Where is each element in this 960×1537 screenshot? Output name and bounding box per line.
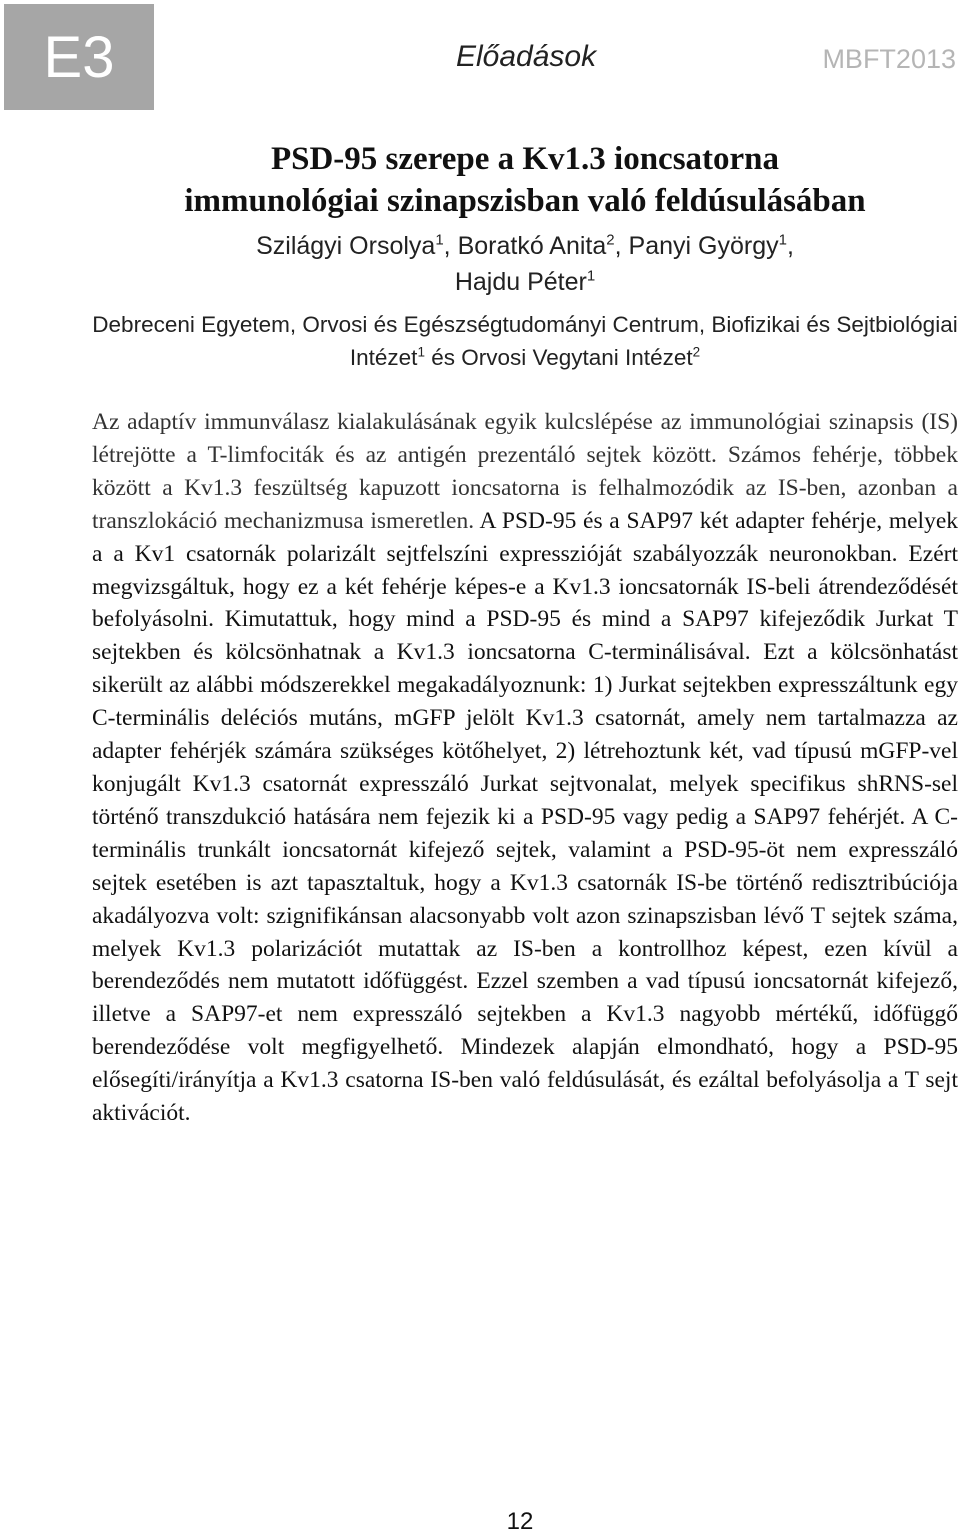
- abstract-body: A PSD-95 és a SAP97 két adapter fehérje, melyek a a Kv1 csatornák polarizált sejtfelszíni expresszióját szabályozzák neuronokban. Ezért megvizsgáltuk, hogy ez a két fehérje képes-e a Kv1.3 ioncsatornák IS-beli átrendeződését befolyásolni. Kimutattuk, hogy mind a PSD-95 és mind a SAP97 kifejeződik Jurkat T sejtekben és kölcsönhatnak a Kv1.3 ioncsatorna C-terminálisával. Ezt a kölcsönhatást sikerült az alábbi módszerekkel megakadályoznunk: 1) Jurkat sejtekben expresszáltunk egy C-terminális deléciós mutáns, mGFP jelölt Kv1.3 csatornát, amely nem tartalmazza az adapter fehérjék számára szükséges kötőhelyet, 2) létrehoztunk két, vad típusú mGFP-vel konjugált Kv1.3 csatornát expresszáló Jurkat sejtvonalat, melyek specifikus shRNS-sel történő transzdukció hatására nem fejezik ki a PSD-95 vagy pedig a SAP97 fehérjét. A C-terminális trunkált ioncsatornát kifejező sejtek, valamint a PSD-95-öt nem expresszáló sejtek esetében is azt tapasztaltuk, hogy a Kv1.3 csatornák IS-be történő redisztribúciója akadályozva volt: szignifikánsan alacsonyabb volt azon szinapszisban lévő T sejtek száma, melyek Kv1.3 polarizációt mutattak az IS-ben a kontrollhoz képest, ezen kívül a berendeződés nem mutatott időfüggést. Ezzel szemben a vad típusú ioncsatornát kifejező, illetve a SAP97-et nem expresszáló sejtekben a Kv1.3 nagyobb mértékű, időfüggő berendeződése volt megfigyelhető. Mindezek alapján elmondható, hogy a PSD-95 elősegíti/irányítja a Kv1.3 csatorna IS-ben való feldúsulását, és ezáltal befolyásolja a T sejt aktivációt.: [92, 507, 958, 1127]
- title-line-2: immunológiai szinapszisban való feldúsulásában: [184, 183, 866, 219]
- affiliations: [92, 308, 958, 374]
- author-name: Szilágyi Orsolya: [256, 232, 436, 260]
- affiliation-mark-2: 2: [692, 344, 701, 360]
- affiliation-text-2: és Orvosi Vegytani Intézet: [424, 345, 693, 370]
- author-name: Hajdu Péter: [454, 268, 587, 296]
- author-affiliation-mark: 1: [778, 231, 787, 249]
- section-title: Előadások: [456, 40, 597, 73]
- authors-line-2: [92, 264, 958, 300]
- article-title: [92, 138, 958, 222]
- author-name: Boratkó Anita: [457, 232, 607, 260]
- abstract-text: [92, 406, 958, 1130]
- page-number: 12: [506, 1508, 534, 1535]
- author-affiliation-mark: 2: [606, 231, 615, 249]
- conference-label: MBFT2013: [822, 44, 956, 74]
- author-affiliation-mark: 1: [586, 267, 596, 285]
- authors-line-1: Szilágyi Orsolya$^1$, Boratkó Anita$^2$, Panyi György$^1$,: [256, 231, 794, 260]
- section-code-badge: [4, 4, 154, 110]
- author-affiliation-mark: 1: [435, 231, 444, 249]
- affiliation-text-1: Debreceni Egyetem, Orvosi és Egészségtudományi Centrum, Biofizikai és Sejtbiológiai Intézet: [92, 312, 958, 370]
- abstract-intro: Az adaptív immunválasz kialakulásának egyik kulcslépése az immunológiai szinapsis (IS) létrejötte a T-limfociták és az antigén prezentáló sejtek között. Számos fehérje, többek között a Kv1.3 feszültség kapuzott ioncsatorna is felhalmozódik az IS-ben, azonban a transzlokáció mechanizmusa ismeretlen.: [92, 409, 958, 534]
- author-name: Panyi György: [628, 232, 779, 260]
- affiliation-mark-1: 1: [417, 344, 425, 360]
- section-code: E3: [43, 24, 115, 90]
- title-line-1: PSD-95 szerepe a Kv1.3 ioncsatorna: [270, 141, 780, 177]
- author-list: [92, 228, 958, 300]
